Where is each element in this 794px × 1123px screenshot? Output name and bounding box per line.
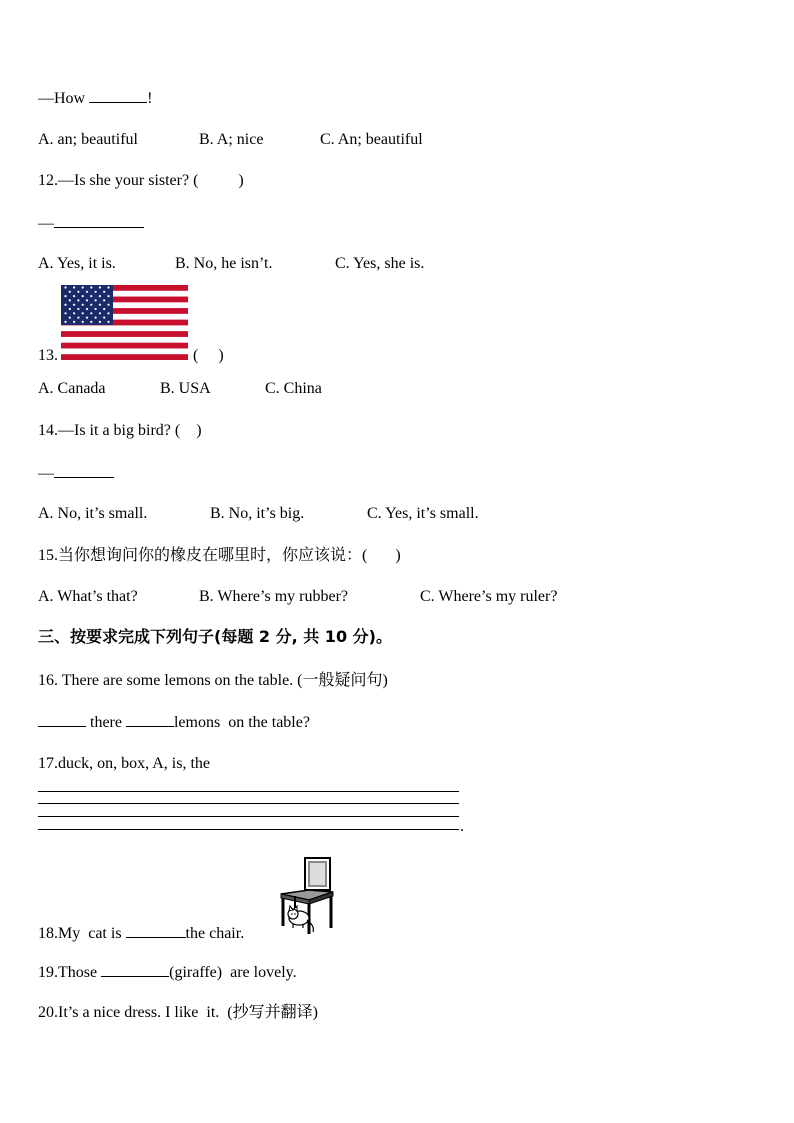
flag-stripe <box>61 343 188 349</box>
q12-answer-blank[interactable] <box>54 213 144 228</box>
flag-star <box>64 286 66 288</box>
flag-star <box>82 321 84 323</box>
q14-question: 14.—Is it a big bird? ( ) <box>38 422 202 439</box>
flag-star <box>99 304 101 306</box>
flag-stripe <box>61 331 188 337</box>
flag-star <box>64 304 66 306</box>
flag-star <box>95 308 97 310</box>
q18-suffix: the chair. <box>185 925 245 942</box>
q12-option-c[interactable]: C. Yes, she is. <box>335 255 425 272</box>
q11-option-b[interactable]: B. A; nice <box>199 131 264 148</box>
q11-answer-blank[interactable] <box>89 88 147 103</box>
q12-option-b[interactable]: B. No, he isn’t. <box>175 255 273 272</box>
flag-star <box>99 295 101 297</box>
flag-star <box>103 291 105 293</box>
q12-answer-prefix: — <box>38 215 54 232</box>
flag-star <box>77 308 79 310</box>
cat-under-chair-icon <box>279 856 335 938</box>
flag-star <box>64 321 66 323</box>
q18-prefix: 18.My cat is <box>38 925 126 942</box>
flag-star <box>64 295 66 297</box>
flag-star <box>82 304 84 306</box>
flag-star <box>73 304 75 306</box>
flag-star <box>77 317 79 319</box>
flag-star <box>86 308 88 310</box>
q15-option-b[interactable]: B. Where’s my rubber? <box>199 588 348 605</box>
flag-star <box>69 308 71 310</box>
q16-blank-1[interactable] <box>38 712 86 727</box>
flag-star <box>103 308 105 310</box>
flag-star <box>95 299 97 301</box>
flag-star <box>82 312 84 314</box>
flag-star <box>95 317 97 319</box>
q18-line <box>38 923 244 944</box>
flag-star <box>77 291 79 293</box>
q12-question: 12.—Is she your sister? ( ) <box>38 172 244 189</box>
q19-prefix: 19.Those <box>38 964 102 981</box>
flag-star <box>95 291 97 293</box>
flag-star <box>103 317 105 319</box>
flag-star <box>107 312 109 314</box>
flag-star <box>73 295 75 297</box>
q13-number: 13. <box>38 347 58 364</box>
q11-answer-suffix: ! <box>147 90 153 107</box>
q19-suffix: (giraffe) are lovely. <box>169 964 297 981</box>
flag-star <box>69 299 71 301</box>
q14-answer-line <box>38 463 114 484</box>
q15-question: 15.当你想询问你的橡皮在哪里时，你应该说：( ) <box>38 547 401 564</box>
q18-blank[interactable] <box>126 923 186 938</box>
q11-option-c[interactable]: C. An; beautiful <box>320 131 423 148</box>
q17-writing-line-3[interactable] <box>38 816 459 817</box>
flag-star <box>103 299 105 301</box>
q14-option-b[interactable]: B. No, it’s big. <box>210 505 305 522</box>
flag-star <box>99 286 101 288</box>
flag-star <box>86 299 88 301</box>
flag-star <box>90 312 92 314</box>
q16-word-rest: lemons on the table? <box>173 714 310 731</box>
q12-option-a[interactable]: A. Yes, it is. <box>38 255 116 272</box>
q16-sentence: 16. There are some lemons on the table. (一般疑问句) <box>38 672 388 689</box>
cat-under-chair-svg <box>279 856 335 938</box>
q17-writing-line-4[interactable] <box>38 829 459 830</box>
flag-star <box>64 312 66 314</box>
flag-star <box>107 304 109 306</box>
flag-star <box>107 295 109 297</box>
q11-answer-line <box>38 88 152 109</box>
q14-answer-prefix: — <box>38 465 54 482</box>
flag-star <box>90 286 92 288</box>
flag-star <box>82 286 84 288</box>
q14-answer-blank[interactable] <box>54 463 114 478</box>
flag-star <box>99 321 101 323</box>
q13-paren[interactable]: ( ) <box>193 347 224 364</box>
q16-blank-2[interactable] <box>126 712 174 727</box>
usa-flag-svg <box>61 285 188 360</box>
q15-option-a[interactable]: A. What’s that? <box>38 588 138 605</box>
q13-option-b[interactable]: B. USA <box>160 380 211 397</box>
flag-star <box>73 321 75 323</box>
q11-option-a[interactable]: A. an; beautiful <box>38 131 138 148</box>
q17-words: 17.duck, on, box, A, is, the <box>38 755 210 772</box>
section-3-title: 三、按要求完成下列句子(每题 2 分, 共 10 分)。 <box>38 627 392 646</box>
q12-answer-line <box>38 213 144 234</box>
q16-word-there: there <box>90 714 122 731</box>
q17-writing-line-1[interactable] <box>38 791 459 792</box>
q14-option-a[interactable]: A. No, it’s small. <box>38 505 148 522</box>
flag-star <box>86 291 88 293</box>
flag-star <box>77 299 79 301</box>
usa-flag-icon <box>61 285 188 360</box>
flag-stripe <box>61 354 188 360</box>
q17-writing-line-2[interactable] <box>38 803 459 804</box>
flag-star <box>90 321 92 323</box>
flag-star <box>86 317 88 319</box>
flag-star <box>69 291 71 293</box>
flag-star <box>69 317 71 319</box>
q14-option-c[interactable]: C. Yes, it’s small. <box>367 505 479 522</box>
flag-star <box>73 312 75 314</box>
flag-star <box>107 286 109 288</box>
q19-line <box>38 962 297 983</box>
flag-star <box>73 286 75 288</box>
flag-star <box>90 295 92 297</box>
flag-star <box>90 304 92 306</box>
flag-star <box>82 295 84 297</box>
flag-star <box>99 312 101 314</box>
q17-end-mark: . <box>460 818 464 835</box>
flag-star <box>107 321 109 323</box>
q13-option-c[interactable]: C. China <box>265 380 322 397</box>
q13-option-a[interactable]: A. Canada <box>38 380 106 397</box>
q15-option-c[interactable]: C. Where’s my ruler? <box>420 588 558 605</box>
q19-blank[interactable] <box>101 962 169 977</box>
q16-answer-line <box>38 712 310 733</box>
q20-sentence: 20.It’s a nice dress. I like it. (抄写并翻译) <box>38 1004 318 1021</box>
q11-answer-prefix: —How <box>38 90 90 107</box>
